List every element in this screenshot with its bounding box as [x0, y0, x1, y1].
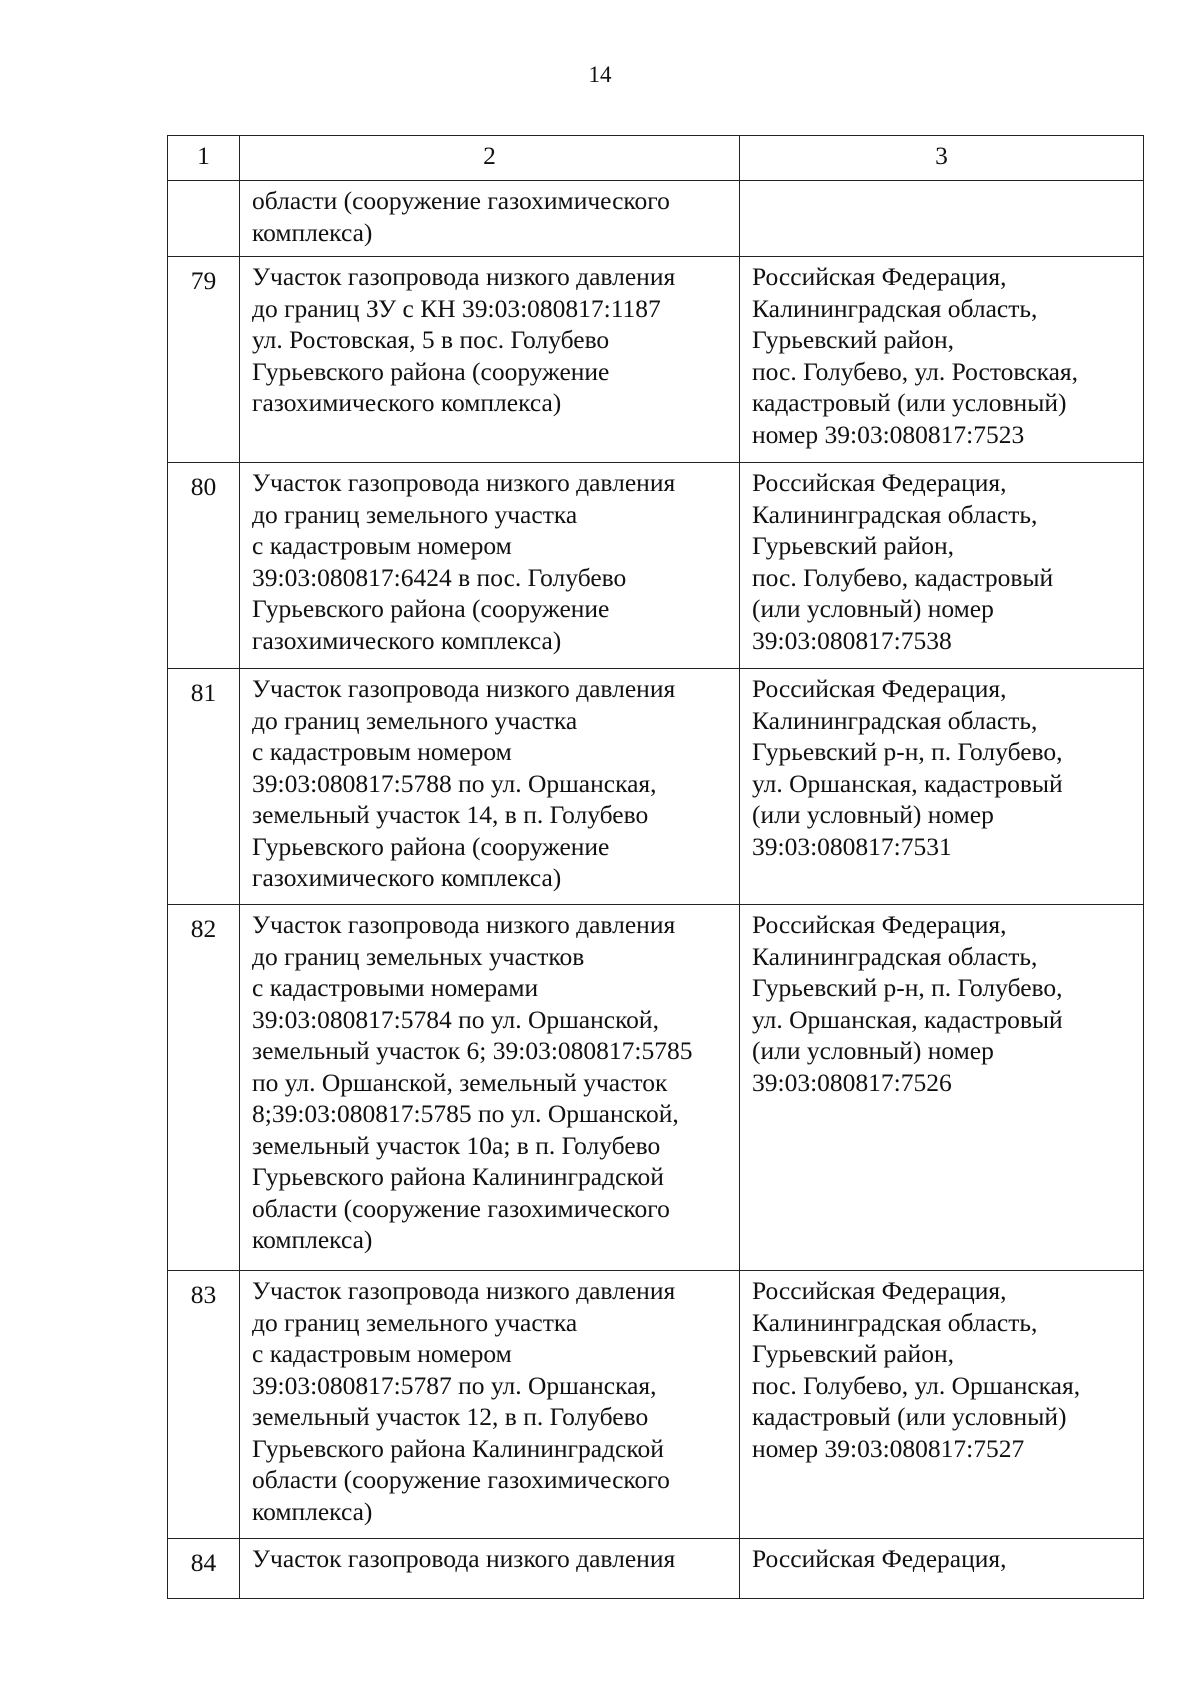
- table-row: [168, 1271, 1144, 1539]
- row-number-cell: 83: [168, 1271, 240, 1539]
- row-number-cell: 84: [168, 1539, 240, 1599]
- row-description-cell: Участок газопровода низкого давления до границ земельных участков с кадастровыми номерами 39:03:080817:5784 по ул. Оршанской, земельный участок 6; 39:03:080817:5785 по ул. Оршанской, земельный участок 8;39:03:080817:5785 по ул. Оршанской, земельный участок 10а; в п. Голубево Гурьевского района Калининградской области (сооружение газохимического комплекса): [240, 905, 740, 1271]
- table-row: [168, 905, 1144, 1271]
- table-row: [168, 669, 1144, 905]
- table-row: [168, 463, 1144, 669]
- row-number-cell: 80: [168, 463, 240, 669]
- page-number: 14: [588, 62, 612, 87]
- table-row: [168, 1539, 1144, 1599]
- row-location-cell: Российская Федерация, Калининградская область, Гурьевский район, пос. Голубево, ул. Оршанская, кадастровый (или условный) номер 39:03:080817:7527: [740, 1271, 1144, 1539]
- table-row-continuation: [168, 181, 1144, 257]
- column-header-description: 2: [240, 136, 740, 181]
- row-description-cell: Участок газопровода низкого давления до границ земельного участка с кадастровым номером 39:03:080817:6424 в пос. Голубево Гурьевского района (сооружение газохимического комплекса): [240, 463, 740, 669]
- row-location-cell: Российская Федерация, Калининградская область, Гурьевский район, пос. Голубево, кадастровый (или условный) номер 39:03:080817:7538: [740, 463, 1144, 669]
- row-description-cell: Участок газопровода низкого давления: [240, 1539, 740, 1599]
- row-location-cell: Российская Федерация, Калининградская область, Гурьевский р-н, п. Голубево, ул. Оршанская, кадастровый (или условный) номер 39:03:080817:7531: [740, 669, 1144, 905]
- row-description-cell: области (сооружение газохимического комплекса): [240, 181, 740, 257]
- row-location-cell: Российская Федерация,: [740, 1539, 1144, 1599]
- row-description-cell: Участок газопровода низкого давления до границ земельного участка с кадастровым номером 39:03:080817:5787 по ул. Оршанская, земельный участок 12, в п. Голубево Гурьевского района Калининградской области (сооружение газохимического комплекса): [240, 1271, 740, 1539]
- row-number-cell: 79: [168, 257, 240, 463]
- column-header-number: 1: [168, 136, 240, 181]
- row-number-cell: [168, 181, 240, 257]
- row-location-cell: Российская Федерация, Калининградская область, Гурьевский район, пос. Голубево, ул. Ростовская, кадастровый (или условный) номер 39:03:080817:7523: [740, 257, 1144, 463]
- column-header-location: 3: [740, 136, 1144, 181]
- row-location-cell: [740, 181, 1144, 257]
- table-header-row: [168, 136, 1144, 181]
- row-description-cell: Участок газопровода низкого давления до границ земельного участка с кадастровым номером 39:03:080817:5788 по ул. Оршанская, земельный участок 14, в п. Голубево Гурьевского района (сооружение газохимического комплекса): [240, 669, 740, 905]
- table-row: [168, 257, 1144, 463]
- row-number-cell: 82: [168, 905, 240, 1271]
- row-number-cell: 81: [168, 669, 240, 905]
- row-description-cell: Участок газопровода низкого давления до границ ЗУ с КН 39:03:080817:1187 ул. Ростовская, 5 в пос. Голубево Гурьевского района (сооружение газохимического комплекса): [240, 257, 740, 463]
- objects-table: [167, 135, 1144, 1599]
- row-location-cell: Российская Федерация, Калининградская область, Гурьевский р-н, п. Голубево, ул. Оршанская, кадастровый (или условный) номер 39:03:080817:7526: [740, 905, 1144, 1271]
